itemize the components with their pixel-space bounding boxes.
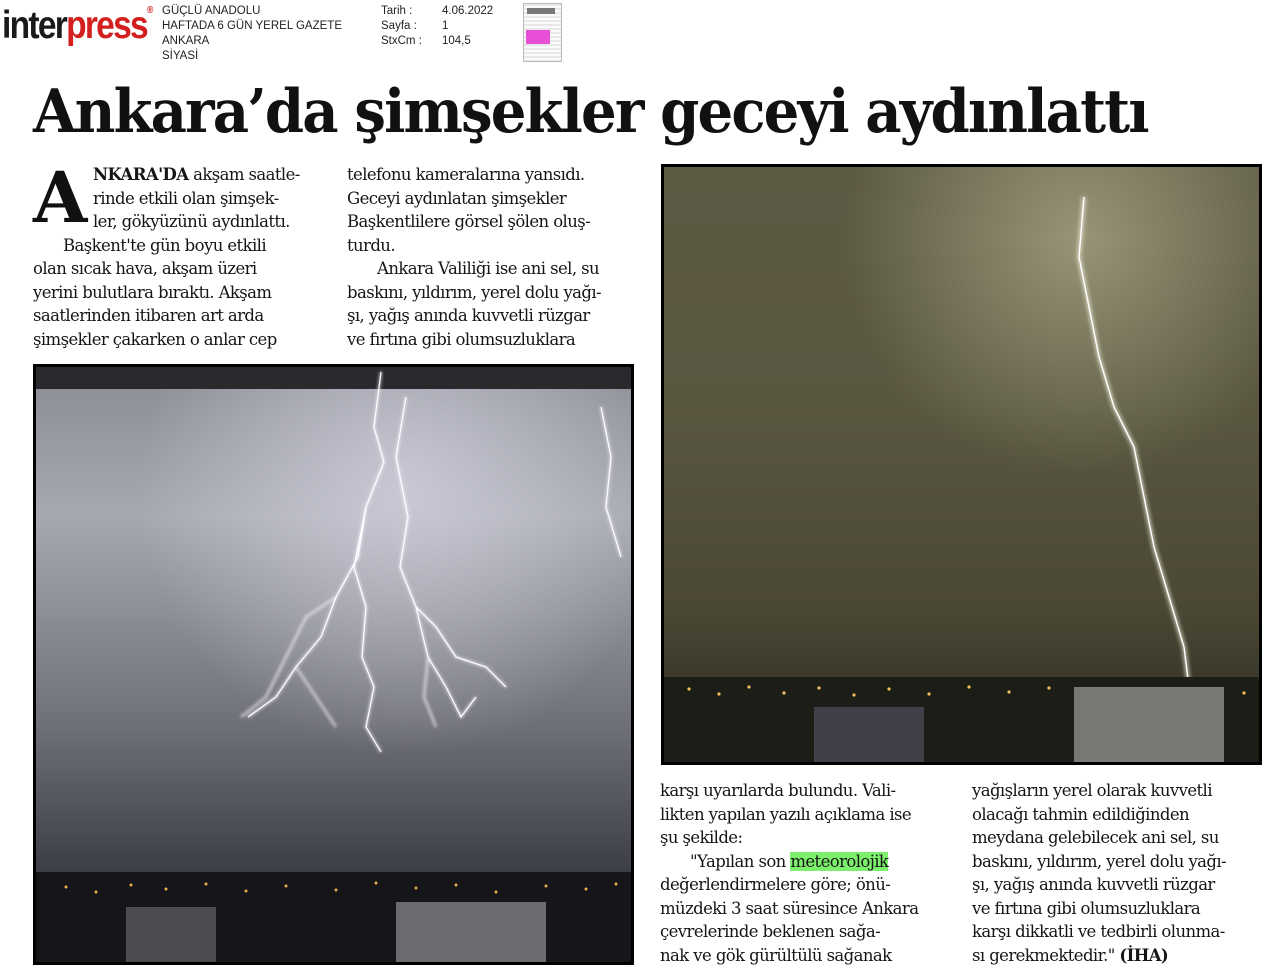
highlighted-keyword: meteorolojik [790,851,889,871]
date-label: Tarih : [381,5,413,17]
stxcm-value: 104,5 [442,35,471,47]
text-line: yerini bulutlara bıraktı. Akşam [33,282,272,302]
lightning-photo-1 [33,364,634,965]
publication-name: GÜÇLÜ ANADOLU [162,5,261,17]
publication-category: SİYASİ [162,50,199,62]
text-line: şimşekler çakarken o anlar cep [33,329,277,349]
text-line: Başkentlilere görsel şölen oluş- [347,212,591,231]
text-line: rinde etkili olan şimşek- [93,188,279,208]
lightning-photo-2 [661,164,1262,765]
lightning-photo-1-image [36,367,631,962]
source-credit: (İHA) [1119,945,1169,965]
drop-cap: A [33,156,88,239]
text-line: olan sıcak hava, akşam üzeri [33,259,257,278]
text-line: şu şekilde: [660,828,743,847]
lead-bold: NKARA'DA [93,165,189,184]
text-line: likten yapılan yazılı açıklama ise [660,804,912,824]
text-line: baskını, yıldırım, yerel dolu yağı- [347,282,602,302]
text-line: ve fırtına gibi olumsuzluklara [347,329,576,349]
article-column-3 [660,779,960,967]
text-line: karşı uyarılarda bulundu. Vali- [660,781,896,800]
logo-registered-mark: ® [146,5,154,16]
date-value: 4.06.2022 [442,5,494,17]
headline: Ankara’da şimşekler geceyi aydınlattı [33,77,1148,147]
meta-values [442,4,493,49]
text-line: telefonu kameralarına yansıdı. [347,165,585,184]
text-line: "Yapılan son meteorolojik [690,851,889,871]
text-line: turdu. [347,235,395,255]
page-label: Sayfa : [381,20,417,32]
text-line: sı gerekmektedir." (İHA) [972,945,1169,965]
meta-labels [381,4,422,49]
text-line: şı, yağış anında kuvvetli rüzgar [347,306,590,325]
publication-city: ANKARA [162,35,210,47]
lightning-photo-2-image [664,167,1259,762]
text-line: nak ve gök gürültülü sağanak [660,945,892,965]
text-line: olacağı tahmin edildiğinden [972,804,1190,824]
text-line: saatlerinden itibaren art arda [33,306,264,325]
text-line: ve fırtına gibi olumsuzluklara [972,898,1201,918]
logo-part2: press [66,4,147,47]
text-line: Geceyi aydınlatan şimşekler [347,188,567,208]
text-line: müzdeki 3 saat süresince Ankara [660,898,919,918]
page-thumbnail-icon[interactable] [523,3,562,62]
text-line: karşı dikkatli ve tedbirli olunma- [972,922,1225,941]
text-line: ler, gökyüzünü aydınlattı. [93,212,290,231]
text-line: Başkent'te gün boyu etkili [63,235,267,255]
interpress-logo [2,6,153,45]
text-line: yağışların yerel olarak kuvvetli [972,781,1212,800]
text-line: NKARA'DA akşam saatle- [93,165,300,184]
text-line: Ankara Valiliği ise ani sel, su [377,259,600,278]
text-line: şı, yağış anında kuvvetli rüzgar [972,875,1215,894]
publication-info [162,4,342,64]
publication-frequency: HAFTADA 6 GÜN YEREL GAZETE [162,20,342,32]
text-line: baskını, yıldırım, yerel dolu yağı- [972,851,1227,871]
text-line: değerlendirmelere göre; önü- [660,875,891,894]
article-column-2 [347,163,637,351]
text-line: meydana gelebilecek ani sel, su [972,828,1219,847]
logo-part1: inter [2,4,67,47]
stxcm-label: StxCm : [381,35,422,47]
text-line: çevrelerinde beklenen sağa- [660,922,881,941]
page-value: 1 [442,20,449,32]
article-column-4 [972,779,1267,967]
article-column-1 [33,156,333,351]
